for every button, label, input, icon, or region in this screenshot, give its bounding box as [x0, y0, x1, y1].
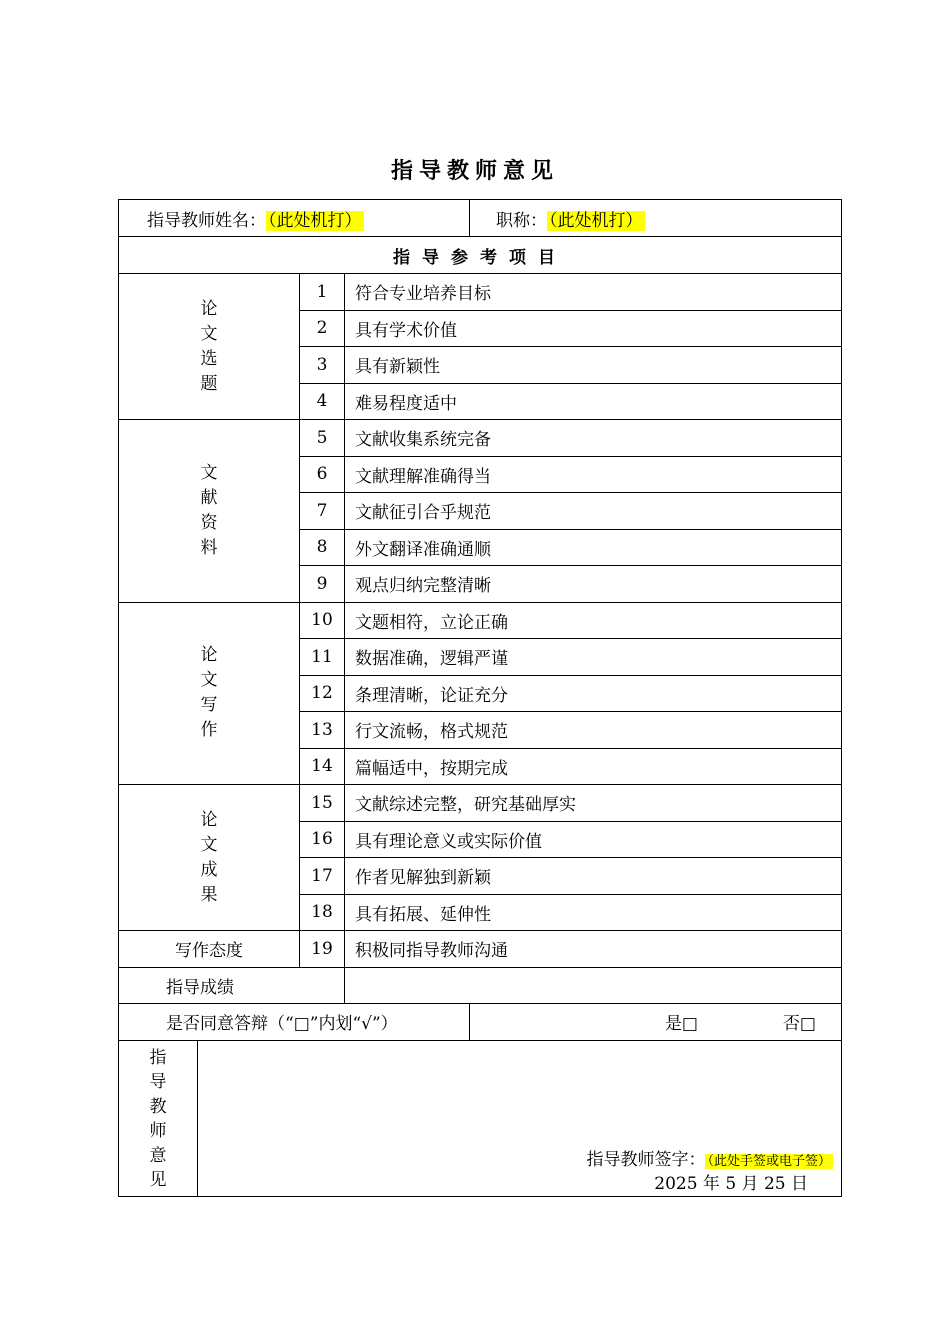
item-text: 外文翻译准确通顺 — [345, 529, 842, 566]
item-number: 4 — [300, 383, 345, 420]
item-text: 文献综述完整，研究基础厚实 — [345, 785, 842, 822]
attitude-row — [119, 931, 842, 968]
opinion-label — [119, 1040, 198, 1196]
opinion-label-char: 意 — [149, 1145, 167, 1166]
item-number: 1 — [300, 274, 345, 311]
table-row — [119, 420, 842, 457]
group-label-char: 题 — [200, 373, 218, 394]
item-number: 10 — [300, 602, 345, 639]
group-label-char: 论 — [200, 809, 218, 830]
grade-row — [119, 967, 842, 1004]
group-label-char: 献 — [200, 487, 218, 508]
item-number: 9 — [300, 566, 345, 603]
opinion-area[interactable] — [198, 1040, 842, 1196]
group-label-char: 文 — [200, 670, 218, 691]
opinion-label-char: 见 — [149, 1170, 167, 1190]
group-label-char: 选 — [200, 348, 218, 369]
attitude-label: 写作态度 — [119, 931, 300, 968]
item-number: 14 — [300, 748, 345, 785]
group-label — [119, 785, 300, 931]
item-number: 19 — [300, 931, 345, 968]
group-label-char: 料 — [200, 537, 218, 558]
defense-question: 是否同意答辩（“□”内划“√”） — [119, 1004, 470, 1041]
item-text: 符合专业培养目标 — [345, 274, 842, 311]
item-number: 18 — [300, 894, 345, 931]
item-number: 13 — [300, 712, 345, 749]
item-text: 具有理论意义或实际价值 — [345, 821, 842, 858]
signature-label: 指导教师签字： — [586, 1149, 706, 1170]
group-label-char: 写 — [200, 695, 218, 716]
item-text: 积极同指导教师沟通 — [345, 931, 842, 968]
item-text: 条理清晰，论证充分 — [345, 675, 842, 712]
teacher-title-label: 职称： — [496, 210, 547, 231]
teacher-name-label: 指导教师姓名： — [147, 210, 266, 231]
signature-field[interactable]: （此处手签或电子签） — [707, 1153, 831, 1169]
table-row — [119, 602, 842, 639]
group-label-char: 文 — [200, 834, 218, 855]
item-text: 作者见解独到新颖 — [345, 858, 842, 895]
group-label-char: 论 — [200, 298, 218, 319]
item-number: 16 — [300, 821, 345, 858]
group-label-char: 果 — [200, 884, 218, 905]
opinion-label-char: 教 — [149, 1096, 167, 1117]
item-text: 文献理解准确得当 — [345, 456, 842, 493]
defense-no-checkbox[interactable]: 否□ — [782, 1014, 816, 1035]
item-number: 12 — [300, 675, 345, 712]
group-label — [119, 274, 300, 420]
table-row — [119, 274, 842, 311]
item-text: 数据准确，逻辑严谨 — [345, 639, 842, 676]
item-text: 具有学术价值 — [345, 310, 842, 347]
group-label-char: 文 — [200, 462, 218, 483]
reference-header: 指导参考项目 — [119, 237, 842, 274]
group-label-char: 成 — [200, 859, 218, 880]
grade-input[interactable] — [345, 967, 842, 1004]
item-text: 具有拓展、延伸性 — [345, 894, 842, 931]
teacher-title-input[interactable]: （此处机打） — [549, 210, 643, 231]
group-label-char: 作 — [200, 720, 218, 741]
item-text: 篇幅适中，按期完成 — [345, 748, 842, 785]
item-number: 8 — [300, 529, 345, 566]
reference-header-row — [119, 237, 842, 274]
item-text: 文献征引合乎规范 — [345, 493, 842, 530]
page-title: 指导教师意见 — [390, 158, 559, 184]
item-number: 11 — [300, 639, 345, 676]
item-text: 文献收集系统完备 — [345, 420, 842, 457]
item-text: 具有新颖性 — [345, 347, 842, 384]
item-number: 17 — [300, 858, 345, 895]
item-number: 2 — [300, 310, 345, 347]
signature-line — [586, 1145, 833, 1170]
teacher-name-input[interactable]: （此处机打） — [268, 210, 362, 231]
group-label-char: 资 — [200, 512, 218, 533]
teacher-name-cell — [119, 200, 470, 237]
teacher-title-cell — [470, 200, 842, 237]
grade-label: 指导成绩 — [119, 967, 345, 1004]
teacher-info-row — [119, 200, 842, 237]
signature-date: 2025 年 5 月 25 日 — [654, 1173, 808, 1194]
item-number: 6 — [300, 456, 345, 493]
item-text: 行文流畅，格式规范 — [345, 712, 842, 749]
item-number: 5 — [300, 420, 345, 457]
opinion-label-char: 导 — [149, 1072, 167, 1092]
group-label — [119, 420, 300, 603]
item-number: 15 — [300, 785, 345, 822]
defense-yes-checkbox[interactable]: 是□ — [664, 1014, 698, 1035]
defense-options — [470, 1004, 842, 1041]
opinion-label-char: 指 — [149, 1047, 167, 1068]
defense-row — [119, 1004, 842, 1041]
item-number: 3 — [300, 347, 345, 384]
group-label — [119, 602, 300, 785]
opinion-row — [119, 1040, 842, 1196]
item-number: 7 — [300, 493, 345, 530]
item-text: 难易程度适中 — [345, 383, 842, 420]
group-label-char: 论 — [200, 645, 218, 666]
table-row — [119, 785, 842, 822]
group-label-char: 文 — [200, 323, 218, 344]
item-text: 文题相符，立论正确 — [345, 602, 842, 639]
item-text: 观点归纳完整清晰 — [345, 566, 842, 603]
advisor-opinion-form — [118, 199, 842, 1197]
opinion-label-char: 师 — [149, 1121, 167, 1141]
